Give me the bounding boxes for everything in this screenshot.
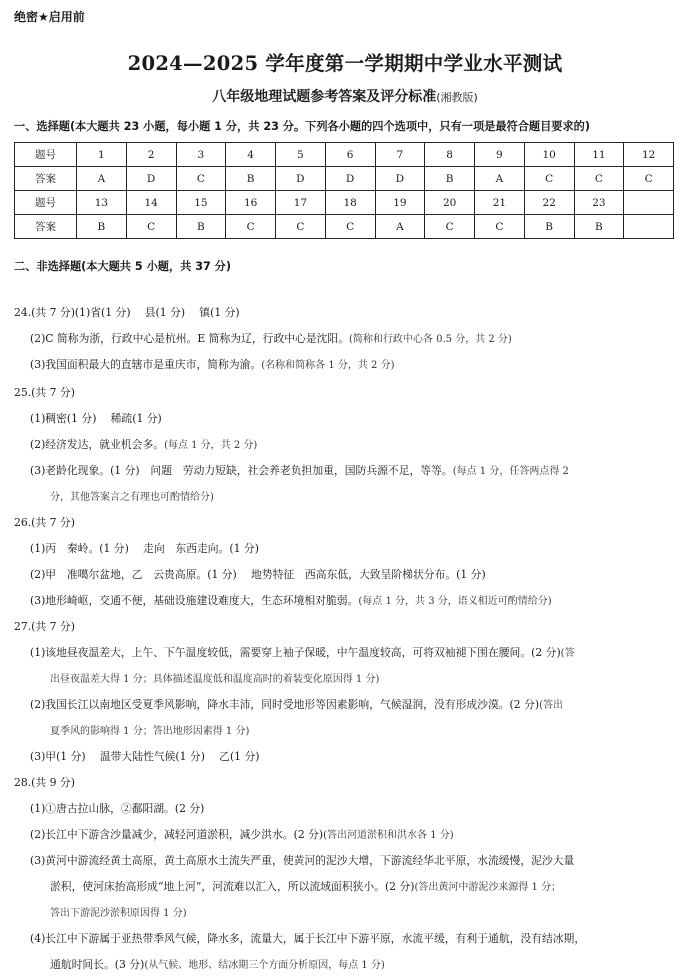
table-cell: 19 [375,191,425,215]
table-cell: 3 [176,143,226,167]
answer-text: 24.(共 7 分)(1)省(1 分) 县(1 分) 镇(1 分) [14,306,240,319]
table-row-answers-2 [15,215,674,239]
table-cell: 1 [77,143,127,167]
answer-line [50,880,561,895]
table-cell: 15 [176,191,226,215]
table-row-numbers-2 [15,191,674,215]
answer-line [30,568,486,583]
answer-line [30,542,259,557]
table-cell: C [624,167,674,191]
row-label: 题号 [15,191,77,215]
table-cell: D [126,167,176,191]
row-label: 答案 [15,215,77,239]
answer-line [30,412,162,427]
answer-line [30,464,569,479]
table-cell: C [126,215,176,239]
document-subtitle [0,86,690,106]
table-cell: C [176,167,226,191]
answer-line [14,776,75,791]
table-cell: B [77,215,127,239]
answer-text: 26.(共 7 分) [14,516,75,529]
table-cell: 5 [276,143,326,167]
table-cell: A [77,167,127,191]
scoring-note: (答 [560,648,575,659]
scoring-note: (每点 1 分，共 2 分) [164,440,258,451]
table-cell: B [226,167,276,191]
answer-line [50,672,379,687]
table-cell: 18 [325,191,375,215]
answer-line [30,646,575,661]
answer-text: (3)地形崎岖，交通不便，基础设施建设难度大，生态环境相对脆弱。 [30,594,359,607]
table-cell: 6 [325,143,375,167]
answer-text: (3)黄河中游流经黄土高原，黄土高原水土流失严重，使黄河的泥沙大增，下游流经华北平原，水流缓慢，泥沙大量 [30,854,575,867]
answer-line [14,620,75,635]
answer-text: (2)我国长江以南地区受夏季风影响，降水丰沛，同时受地形等因素影响，气候湿润，没有形成沙漠。(2 分) [30,698,540,711]
answer-line [50,490,214,505]
table-cell: 17 [276,191,326,215]
table-cell [624,215,674,239]
scoring-note: 分，其他答案言之有理也可酌情给分) [50,492,214,503]
table-cell: B [425,167,475,191]
table-cell: C [574,167,624,191]
table-cell: 16 [226,191,276,215]
scoring-note: (答出黄河中游泥沙来源得 1 分； [414,882,562,893]
answer-text: (2)C 简称为浙，行政中心是杭州。E 简称为辽，行政中心是沈阳。 [30,332,350,345]
table-cell: C [524,167,574,191]
table-cell: 10 [524,143,574,167]
answer-text: (2)经济发达，就业机会多。 [30,438,165,451]
table-cell: 7 [375,143,425,167]
table-cell [624,191,674,215]
answer-text: 28.(共 9 分) [14,776,75,789]
table-cell: B [524,215,574,239]
table-cell: B [176,215,226,239]
table-cell: 13 [77,191,127,215]
answer-line [30,332,512,347]
table-row-numbers-1 [15,143,674,167]
table-cell: 12 [624,143,674,167]
scoring-note: (每点 1 分，共 3 分，语义相近可酌情给分) [358,596,552,607]
answer-text: (3)甲(1 分) 温带大陆性气候(1 分) 乙(1 分) [30,750,260,763]
table-cell: D [325,167,375,191]
table-cell: 22 [524,191,574,215]
table-cell: 2 [126,143,176,167]
scoring-note: (答出 [539,700,563,711]
answer-line [14,516,75,531]
scoring-note: (从气候、地形、结冰期三个方面分析原因，每点 1 分) [144,960,385,971]
table-cell: C [325,215,375,239]
answer-text: (3)我国面积最大的直辖市是重庆市，简称为渝。 [30,358,262,371]
table-cell: A [375,215,425,239]
answer-text: (2)长江中下游含沙量减少，减轻河道淤积，减少洪水。(2 分) [30,828,324,841]
scoring-note: 夏季风的影响得 1 分；答出地形因素得 1 分) [50,726,250,737]
answer-line [30,358,394,373]
table-cell: 23 [574,191,624,215]
answer-line [30,854,574,869]
table-cell: 11 [574,143,624,167]
document-title: 2024—2025 学年度第一学期期中学业水平测试 [127,52,563,75]
table-cell: 14 [126,191,176,215]
answer-line [30,828,454,843]
answer-line [50,906,187,921]
answer-text: (3)老龄化现象。(1 分) 问题 劳动力短缺，社会养老负担加重，国防兵源不足，等等。 [30,464,453,477]
answer-line [50,724,249,739]
table-cell: A [475,167,525,191]
table-cell: C [226,215,276,239]
table-cell: 20 [425,191,475,215]
answer-line [30,438,257,453]
answer-text: (1)①唐古拉山脉，②鄱阳湖。(2 分) [30,802,205,815]
answer-line [30,698,563,713]
table-cell: C [276,215,326,239]
table-cell: 8 [425,143,475,167]
answer-line [30,932,585,947]
scoring-note: 答出下游泥沙淤积原因得 1 分) [50,908,187,919]
table-cell: C [425,215,475,239]
answer-text: (1)该地昼夜温差大，上午、下午温度较低，需要穿上袖子保暖，中午温度较高，可将双袖褪下围在腰间。(2 分) [30,646,561,659]
confidential-mark: 绝密★启用前 [14,10,85,24]
table-cell: D [276,167,326,191]
answer-text: (1)丙 秦岭。(1 分) 走向 东西走向。(1 分) [30,542,259,555]
table-cell: 4 [226,143,276,167]
scoring-note: (简称和行政中心各 0.5 分，共 2 分) [349,334,512,345]
subtitle-text: 八年级地理试题参考答案及评分标准 [212,89,437,105]
scoring-note: 出昼夜温差大得 1 分；具体描述温度低和温度高时的着装变化原因得 1 分) [50,674,380,685]
scoring-note: (答出河道淤积和洪水各 1 分) [323,830,454,841]
answer-text: 淤积，使河床抬高形成“地上河”，河流难以汇入，所以流域面积狭小。(2 分) [50,880,415,893]
section2-heading: 二、非选择题(本大题共 5 小题，共 37 分) [14,260,231,273]
table-cell: 21 [475,191,525,215]
answer-table [14,142,674,239]
subtitle-edition: (湘教版) [436,91,478,104]
answer-text: (4)长江中下游属于亚热带季风气候，降水多，流量大，属于长江中下游平原，水流平缓，有利于通航，没有结冰期， [30,932,586,945]
section1-heading: 一、选择题(本大题共 23 小题，每小题 1 分，共 23 分。下列各小题的四个选项中，只有一项是最符合题目要求的) [14,120,590,133]
table-row-answers-1 [15,167,674,191]
answer-text: 25.(共 7 分) [14,386,75,399]
answer-text: 27.(共 7 分) [14,620,75,633]
answer-line [14,306,240,321]
scoring-note: (每点 1 分，任答两点得 2 [452,466,569,477]
row-label: 答案 [15,167,77,191]
table-cell: 9 [475,143,525,167]
answer-text: 通航时间长。(3 分) [50,958,145,971]
answer-line [30,594,552,609]
table-cell: B [574,215,624,239]
answer-line [50,958,385,973]
row-label: 题号 [15,143,77,167]
answer-line [14,386,75,401]
answer-text: (1)稠密(1 分) 稀疏(1 分) [30,412,162,425]
answer-line [30,802,204,817]
answer-line [30,750,260,765]
answer-text: (2)甲 准噶尔盆地，乙 云贵高原。(1 分) 地势特征 西高东低，大致呈阶梯状分布。(1 分) [30,568,486,581]
table-cell: D [375,167,425,191]
table-cell: C [475,215,525,239]
scoring-note: (名称和简称各 1 分，共 2 分) [261,360,395,371]
